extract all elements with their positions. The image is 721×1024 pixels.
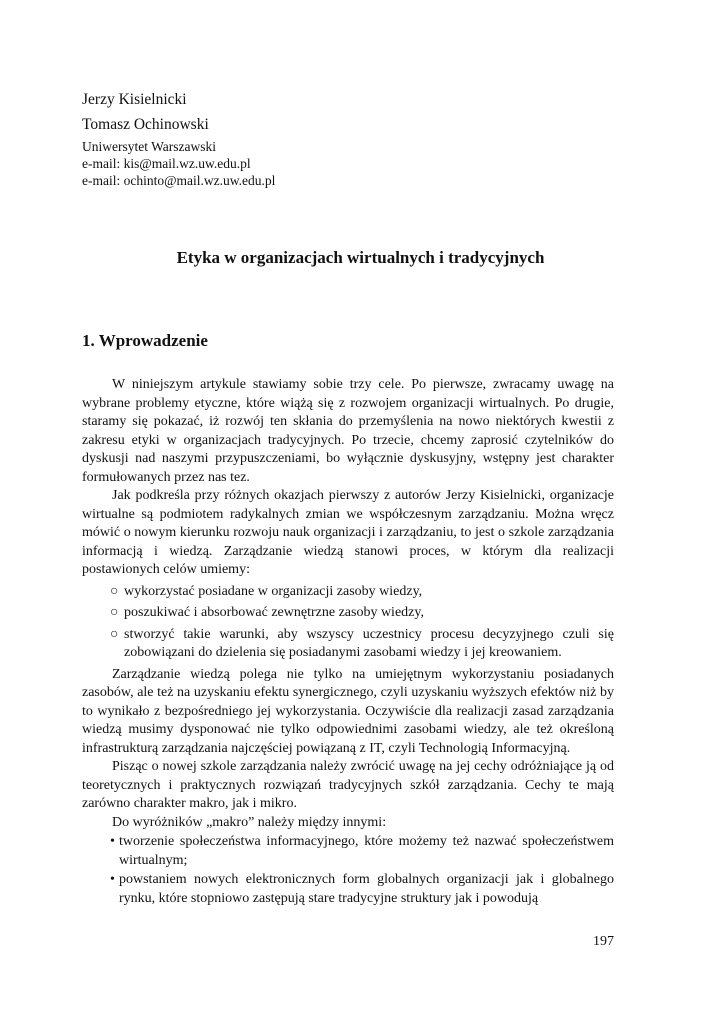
email-line: e-mail: kis@mail.wz.uw.edu.pl <box>82 156 251 171</box>
knowledge-goals-list <box>82 583 614 663</box>
affiliation-institution: Uniwersytet Warszawski <box>82 139 217 154</box>
bullet-icon: • <box>110 834 115 849</box>
circle-bullet-icon: ○ <box>110 605 119 620</box>
list-item <box>82 871 614 908</box>
article-title: Etyka w organizacjach wirtualnych i tradycyjnych <box>176 248 545 267</box>
list-item <box>82 626 614 663</box>
paragraph: W niniejszym artykule stawiamy sobie trzy cele. Po pierwsze, zwracamy uwagę na wybrane problemy etyczne, które wiążą się z rozwojem organizacji wirtualnych. Po drugie, staramy się pokazać, iż rozwój ten skłania do przemyślenia na nowo niektórych kwestii z zakresu etyki w organizacjach tradycyjnych. Po trzecie, chcemy zaprosić czytelników do dyskusji nad naszymi przypuszczeniami, bo wyłącznie dyskusyjny, wstępny jest charakter formułowanych przez nas tez. <box>82 377 614 485</box>
circle-bullet-icon: ○ <box>110 626 119 642</box>
author-name: Tomasz Ochinowski <box>82 116 209 133</box>
paragraph: Zarządzanie wiedzą polega nie tylko na umiejętnym wykorzystaniu posiadanych zasobów, ale też na uzyskaniu efektu synergicznego, czyli uzyskaniu wyższych efektów niż by to wynikało z bezpośredniego jej wykorzystania. Oczywiście dla realizacji zasad zarządzania wiedzą musimy dysponować nie tylko odpowiednimi zasobami wiedzy, ale też określoną infrastrukturą zarządzania najczęściej powiązaną z IT, czyli Technologią Informacyjną. <box>82 666 614 756</box>
list-item-text: wykorzystać posiadane w organizacji zasoby wiedzy, <box>124 583 423 599</box>
macro-features-list <box>82 833 614 908</box>
circle-bullet-icon: ○ <box>110 583 119 599</box>
list-item-text: poszukiwać i absorbować zewnętrzne zasoby wiedzy, <box>124 605 424 620</box>
paragraph: Jak podkreśla przy różnych okazjach pierwszy z autorów Jerzy Kisielnicki, organizacje wirtualne są podmiotem radykalnych zmian we współczesnym zarządzaniu. Można wręcz mówić o nowym kierunku rozwoju nauk organizacji i zarządzaniu, to jest o szkole zarządzania informacją i wiedzą. Zarządzanie wiedzą stanowi proces, w którym dla realizacji postawionych celów umiemy: <box>82 488 614 577</box>
author-name: Jerzy Kisielnicki <box>82 91 187 108</box>
list-item <box>82 604 614 623</box>
email-line: e-mail: ochinto@mail.wz.uw.edu.pl <box>82 173 276 188</box>
list-item-text: powstaniem nowych elektronicznych form globalnych organizacji jak i globalnego rynku, które stopniowo zastępują stare tradycyjne struktury jak i powodują <box>119 872 614 906</box>
bullet-icon: • <box>110 872 115 887</box>
list-item <box>82 833 614 870</box>
paragraph: Pisząc o nowej szkole zarządzania należy zwrócić uwagę na jej cechy odróżniające ją od teoretycznych i praktycznych rozwiązań tradycyjnych szkół zarządzania. Cechy te mają zarówno charakter makro, jak i mikro. <box>82 759 614 811</box>
page-number: 197 <box>593 934 614 949</box>
list-item-text: tworzenie społeczeństwa informacyjnego, które możemy też nazwać społeczeństwem wirtualnym; <box>119 834 614 868</box>
paragraph: Do wyróżników „makro” należy między innymi: <box>112 814 387 830</box>
section-heading: 1. Wprowadzenie <box>82 331 208 350</box>
article-body <box>82 376 614 909</box>
list-item-text: stworzyć takie warunki, aby wszyscy uczestnicy procesu decyzyjnego czuli się zobowiązani do dzielenia się posiadanymi zasobami wiedzy i jej kreowaniem. <box>124 626 614 660</box>
list-item <box>82 583 614 602</box>
